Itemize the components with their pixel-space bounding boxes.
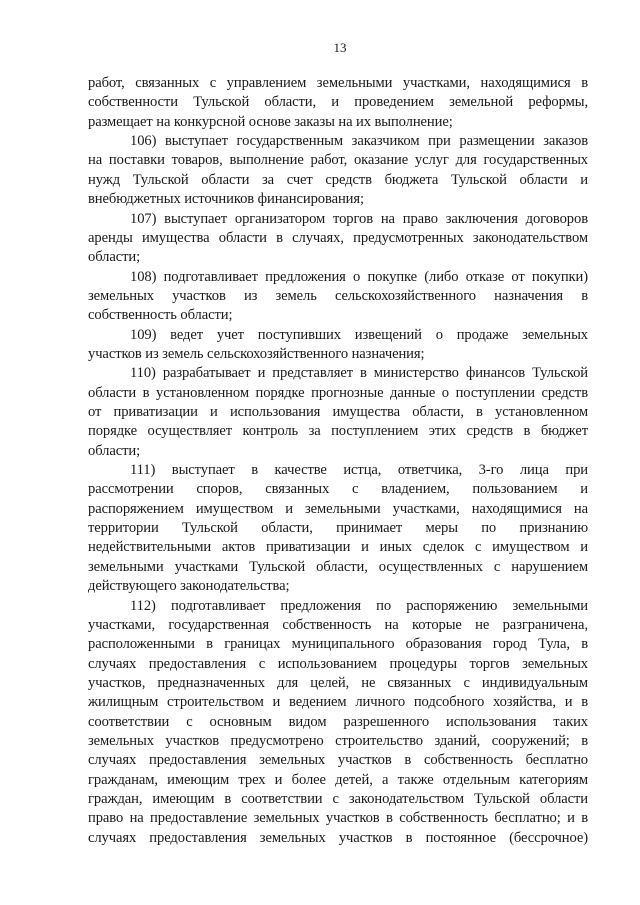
text-line: 110) разрабатывает и представляет в министерство финансов Тульской	[130, 365, 588, 382]
text-line: 112) подготавливает предложения по распоряжению земельными	[130, 597, 588, 614]
text-line: случаях предоставления земельных участков в постоянное (бессрочное)	[88, 829, 588, 846]
text-line: области;	[88, 249, 141, 266]
text-line: работ, связанных с управлением земельными участками, находящимися в	[88, 75, 588, 91]
text-line: распоряжением имуществом и земельными участками, находящимися на	[88, 500, 588, 517]
text-line: гражданам, имеющим трех и более детей, а также отдельным категориям	[88, 771, 588, 788]
text-line: право на предоставление земельных участков в собственность бесплатно; и в	[88, 810, 588, 827]
text-line: 108) подготавливает предложения о покупке (либо отказе от покупки)	[130, 268, 588, 285]
text-line: соответствии с основным видом разрешенного использования таких	[88, 713, 588, 730]
text-line: собственность области;	[88, 307, 233, 324]
text-line: области;	[88, 442, 141, 459]
text-line: 111) выступает в качестве истца, ответчика, 3-го лица при	[130, 462, 588, 478]
text-line: недействительными актов приватизации и иных сделок с имуществом и	[88, 539, 588, 556]
text-line: размещает на конкурсной основе заказы на их выполнение;	[88, 113, 453, 130]
text-line: территории Тульской области, принимает меры по признанию	[88, 520, 588, 536]
text-line: участков из земель сельскохозяйственного назначения;	[88, 345, 425, 362]
text-line: на поставки товаров, выполнение работ, оказание услуг для государственных	[88, 152, 588, 169]
text-line: земельными участками Тульской области, осуществленных с нарушением	[88, 558, 588, 575]
text-line: земельных участков предусмотрено строительство зданий, сооружений; в	[88, 732, 588, 749]
text-line: случаях предоставления земельных участков в собственность бесплатно	[88, 752, 588, 769]
text-line: жилищным строительством и ведением личного подсобного хозяйства, и в	[88, 694, 588, 711]
text-line: расположенными в границах муниципального образования город Тула, в	[88, 636, 588, 653]
text-line: 109) ведет учет поступивших извещений о продаже земельных	[130, 326, 588, 343]
text-line: случаях предоставления с использованием процедуры торгов земельных	[88, 655, 588, 672]
text-line: порядке осуществляет контроль за поступлением этих средств в бюджет	[88, 423, 588, 440]
text-line: действующего законодательства;	[88, 578, 290, 595]
text-line: аренды имущества области в случаях, предусмотренных законодательством	[88, 229, 588, 246]
text-line: 106) выступает государственным заказчиком при размещении заказов	[130, 133, 588, 150]
text-line: внебюджетных источников финансирования;	[88, 191, 364, 208]
text-line: нужд Тульской области за счет средств бюджета Тульской области и	[88, 171, 588, 188]
text-line: участками, государственная собственность на которые не разграничена,	[88, 616, 588, 633]
text-line: собственности Тульской области, и проведением земельной реформы,	[88, 94, 588, 111]
page-number: 13	[333, 40, 347, 55]
text-line: граждан, имеющим в соответствии с законодательством Тульской области	[88, 791, 588, 807]
text-line: 107) выступает организатором торгов на право заключения договоров	[130, 210, 588, 227]
text-line: от приватизации и использования имущества области, в установленном	[88, 404, 588, 420]
text-line: рассмотрении споров, связанных с владением, пользованием и	[88, 481, 588, 498]
text-line: земельных участков из земель сельскохозяйственного назначения в	[88, 287, 588, 304]
text-line: области в установленном порядке прогнозные данные о поступлении средств	[88, 384, 588, 401]
text-line: участков, предназначенных для целей, не связанных с индивидуальным	[88, 674, 588, 691]
